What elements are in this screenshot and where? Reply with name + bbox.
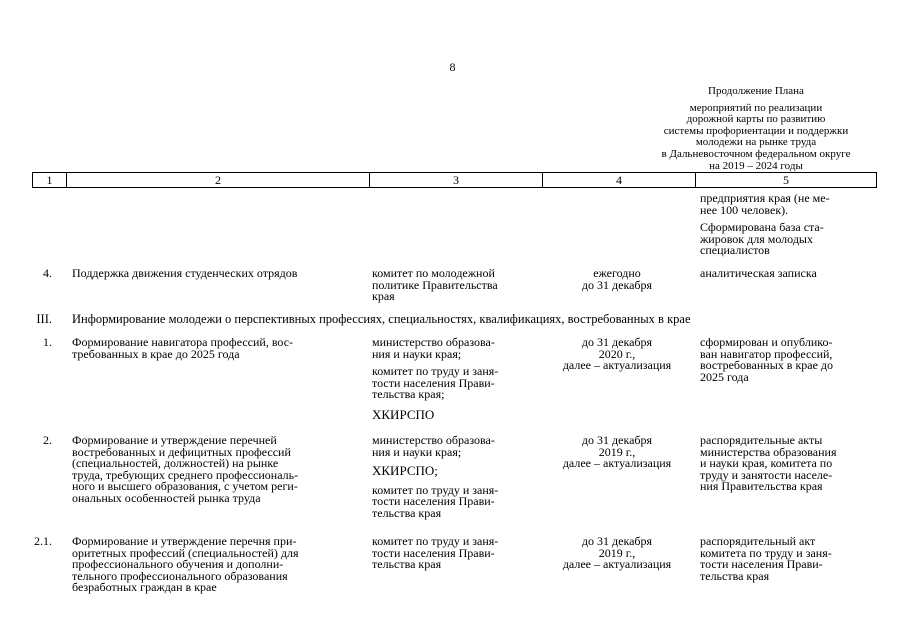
continuation-line: системы профориентации и поддержки — [663, 124, 849, 137]
column-header-2: 2 — [215, 173, 221, 187]
term: ежегодно до 31 декабря — [581, 266, 653, 292]
activity-name: Формирование и утверждение перечня при- оритетных профессий (специальностей) для профессионального обучения и дополни- тельного профессионального образования безработных граждан в крае — [72, 534, 299, 594]
responsible: министерство образова- ния и науки края; комитет по труду и заня- тости населения Прави- тельства края; ХКИРСПО — [372, 335, 499, 422]
result: сформирован и опублико- ван навигатор профессий, востребованных в крае до 2025 года — [700, 335, 834, 384]
column-header-1: 1 — [46, 173, 53, 187]
page-number: 8 — [449, 60, 456, 74]
result: распорядительный акт комитета по труду и заня- тости населения Прави- тельства края — [700, 534, 832, 583]
row-number: 4. — [43, 266, 52, 280]
table-header-row — [32, 172, 877, 188]
continuation-line: дорожной карты по развитию — [686, 113, 826, 126]
column-header-5: 5 — [783, 173, 789, 187]
responsible: комитет по труду и заня- тости населения Прави- тельства края — [372, 534, 499, 571]
activity-name: Формирование навигатора профессий, вос- требованных в крае до 2025 года — [72, 335, 294, 361]
row-number: 2.1. — [34, 534, 52, 548]
term: до 31 декабря 2020 г., далее – актуализация — [562, 335, 672, 372]
activity-name: Формирование и утверждение перечней востребованных и дефицитных профессий (специальностей, должностей) на рынке труда, требующих среднего профессиональ- ного и высшего образования, с учетом реги- ональных особенностей рынка труда — [72, 433, 299, 505]
section-title: Информирование молодежи о перспективных профессиях, специальностях, квалификациях, востребованных в крае — [72, 312, 691, 326]
continuation-line: молодежи на рынке труда — [695, 136, 817, 149]
row-number: 1. — [43, 335, 52, 349]
column-header-4: 4 — [616, 173, 622, 187]
term: до 31 декабря 2019 г., далее – актуализация — [562, 433, 672, 470]
continuation-header — [636, 86, 876, 172]
column-header-3: 3 — [453, 173, 459, 187]
continuation-line: мероприятий по реализации — [689, 101, 823, 114]
responsible: комитет по молодежной политике Правительства края — [372, 266, 498, 303]
continuation-line: на 2019 – 2024 годы — [709, 159, 803, 172]
continuation-line: в Дальневосточном федеральном округе — [661, 147, 851, 160]
continuation-title: Продолжение Плана — [708, 85, 804, 97]
responsible: министерство образова- ния и науки края; ХКИРСПО; комитет по труду и заня- тости населения Прави- тельства края — [372, 433, 499, 520]
carryover-result: предприятия края (не ме- нее 100 человек). Сформирована база ста- жировок для молодых специалистов — [700, 191, 830, 257]
row-number: 2. — [43, 433, 52, 447]
result: аналитическая записка — [700, 266, 817, 280]
activity-name: Поддержка движения студенческих отрядов — [72, 266, 298, 280]
section-number: III. — [36, 312, 52, 326]
result: распорядительные акты министерства образования и науки края, комитета по труду и занятости населе- ния Правительства края — [700, 433, 837, 493]
term: до 31 декабря 2019 г., далее – актуализация — [562, 534, 672, 571]
